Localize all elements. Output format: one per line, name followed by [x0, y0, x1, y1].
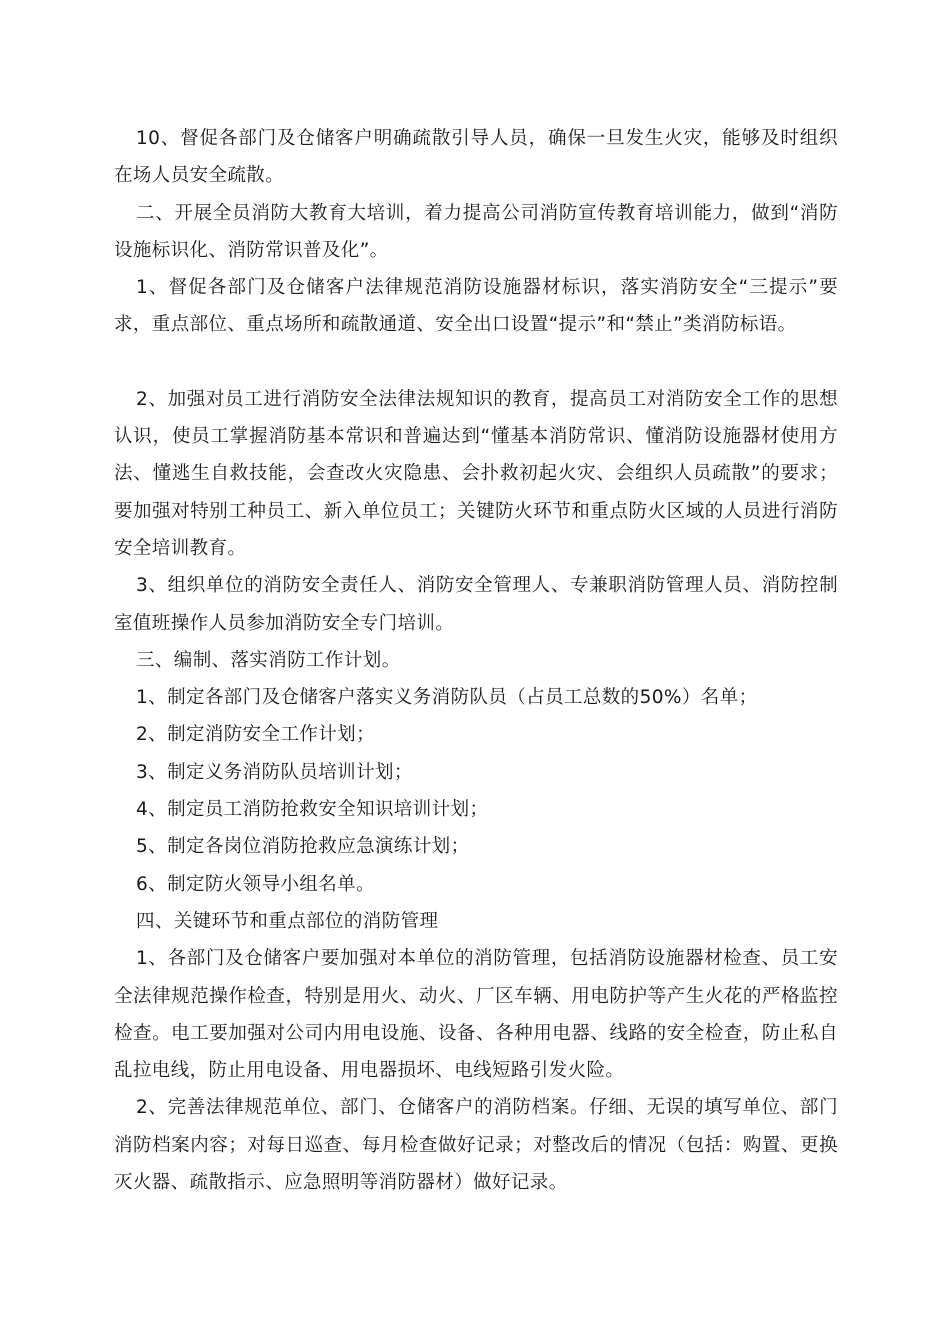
paragraph-4-1-management: 1、各部门及仓储客户要加强对本单位的消防管理，包括消防设施器材检查、员工安全法律规范操作检查，特别是用火、动火、厂区车辆、用电防护等产生火花的严格监控检查。电工要加强对公司内用电设施、设备、各种用电器、线路的安全检查，防止私自乱拉电线，防止用电设备、用电器损坏、电线短路引发火险。: [114, 948, 838, 1082]
list-item-3-2: 2、制定消防安全工作计划；: [136, 724, 375, 746]
list-item-3-4: 4、制定员工消防抢救安全知识培训计划；: [136, 799, 489, 821]
list-item-3-1: 1、制定各部门及仓储客户落实义务消防队员（占员工总数的50%）名单；: [136, 687, 758, 709]
paragraph-2-3-specialist-training: 3、组织单位的消防安全责任人、消防安全管理人、专兼职消防管理人员、消防控制室值班操作人员参加消防安全专门培训。: [114, 575, 838, 634]
document-body: [114, 120, 838, 1201]
section-heading-4-key-areas: 四、关键环节和重点部位的消防管理: [136, 910, 439, 932]
list-item-3-5: 5、制定各岗位消防抢救应急演练计划；: [136, 836, 470, 858]
section-heading-3-plans: 三、编制、落实消防工作计划。: [136, 649, 401, 671]
paragraph-item-10-evacuation: 10、督促各部门及仓储客户明确疏散引导人员，确保一旦发生火灾，能够及时组织在场人员安全疏散。: [114, 128, 838, 187]
paragraph-2-1-signage: 1、督促各部门及仓储客户法律规范消防设施器材标识，落实消防安全“三提示”要求，重点部位、重点场所和疏散通道、安全出口设置“提示”和“禁止”类消防标语。: [114, 277, 838, 336]
paragraph-4-2-records: 2、完善法律规范单位、部门、仓储客户的消防档案。仔细、无误的填写单位、部门消防档案内容；对每日巡查、每月检查做好记录；对整改后的情况（包括：购置、更换灭火器、疏散指示、应急照明等消防器材）做好记录。: [114, 1097, 838, 1194]
paragraph-2-2-education: 2、加强对员工进行消防安全法律法规知识的教育，提高员工对消防安全工作的思想认识，使员工掌握消防基本常识和普遍达到“懂基本消防常识、懂消防设施器材使用方法、懂逃生自救技能，会查改火灾隐患、会扑救初起火灾、会组织人员疏散”的要求；要加强对特别工种员工、新入单位员工；关键防火环节和重点防火区域的人员进行消防安全培训教育。: [114, 388, 838, 559]
list-item-3-6: 6、制定防火领导小组名单。: [136, 873, 375, 895]
list-item-3-3: 3、制定义务消防队员培训计划；: [136, 761, 413, 783]
section-heading-2-training: 二、开展全员消防大教育大培训，着力提高公司消防宣传教育培训能力，做到“消防设施标识化、消防常识普及化”。: [114, 202, 838, 261]
paragraph-spacer: [114, 344, 838, 381]
